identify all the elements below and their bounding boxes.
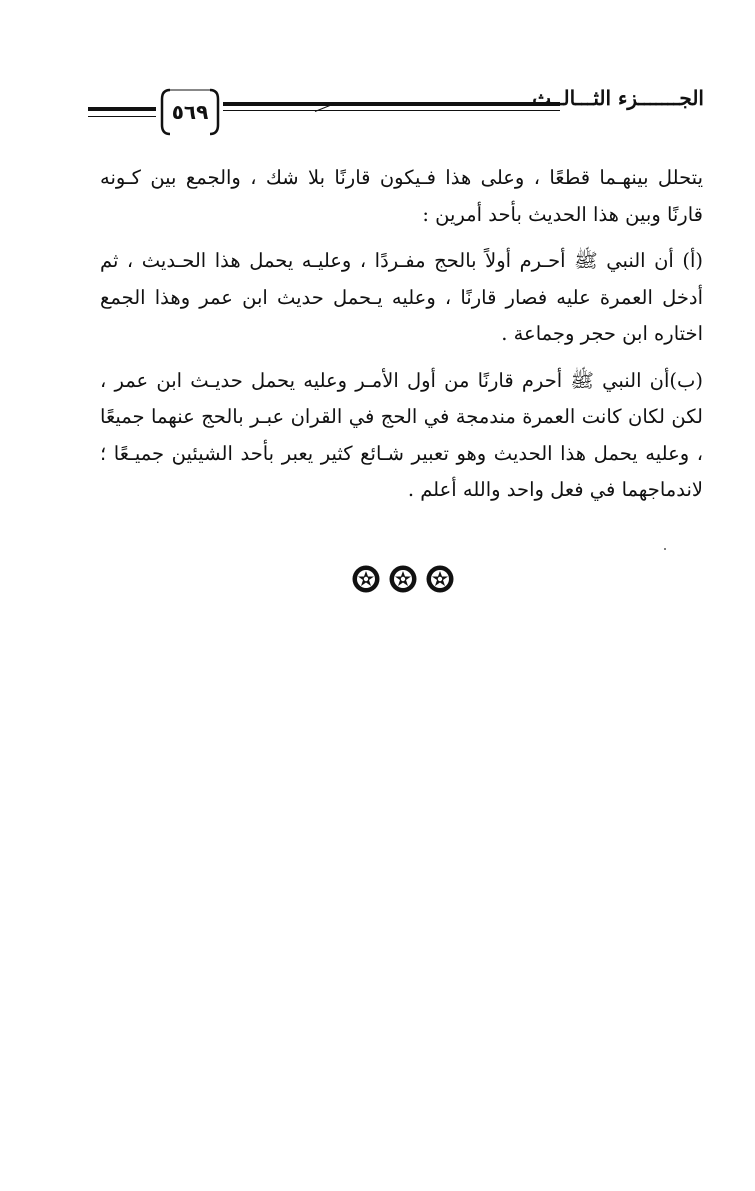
page-number: ٥٦٩ <box>171 100 209 124</box>
star-flower-icon <box>425 564 455 594</box>
part-title: الجـــــــزء الثـــالــث <box>532 86 704 110</box>
header-rule-left <box>88 107 156 121</box>
header-rule <box>223 102 560 124</box>
star-flower-icon <box>351 564 381 594</box>
section-ornament <box>351 564 455 594</box>
body-text <box>100 160 703 509</box>
page-header <box>88 80 704 150</box>
paragraph-option-b: (ب)أن النبي ﷺ أحرم قارنًا من أول الأمـر وعليه يحمل حديـث ابن عمر ، لكن لكان كانت العمرة مندمجة في الحج في القران عبـر بالحج عنهما جميعًا ، وعليه يحمل هذا الحديث وهو تعبير شـائع كثير يعبر بأحد الشيئين جميـعًا ؛ لاندماجهما في فعل واحد والله أعلم . <box>100 368 703 501</box>
paragraph-option-a: (أ) أن النبي ﷺ أحـرم أولاً بالحج مفـردًا ، وعليـه يحمل هذا الحـديث ، ثم أدخل العمرة عليه فصار قارنًا ، وعليه يـحمل حديث ابن عمر وهذا الجمع اختاره ابن حجر وجماعة . <box>100 249 703 345</box>
paragraph-intro: يتحلل بينهـما قطعًا ، وعلى هذا فـيكون قارنًا بلا شك ، والجمع بين كـونه قارنًا وبين هذا الحديث بأحد أمرين : <box>100 166 703 226</box>
page-number-frame <box>160 87 220 137</box>
star-flower-icon <box>388 564 418 594</box>
scan-speck <box>664 548 666 550</box>
